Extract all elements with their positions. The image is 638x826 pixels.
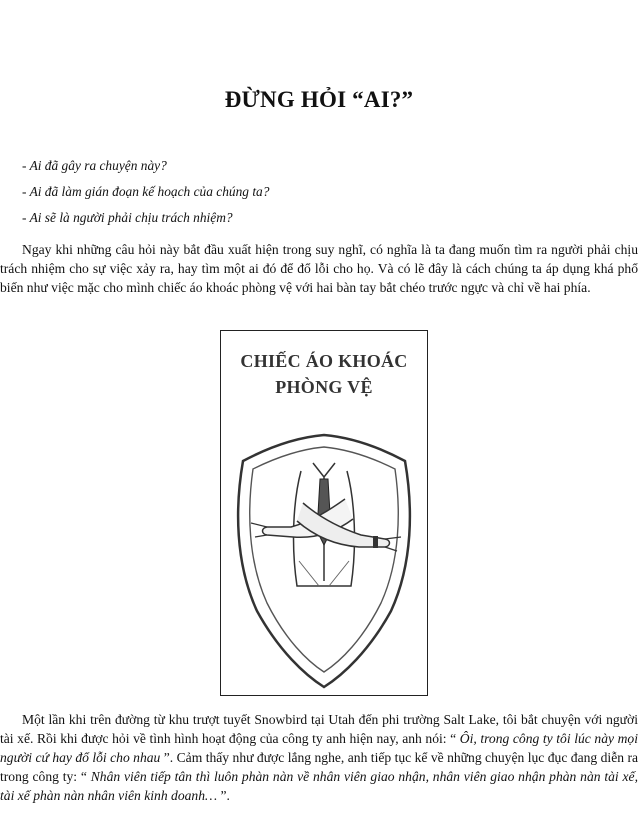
driver-quote: Ôi, trong công ty tôi lúc này mọi người cứ hay đổ lỗi cho nhau — [0, 731, 638, 765]
page-title: ĐỪNG HỎI “AI?” — [224, 87, 414, 112]
story-text-1: Một lần khi trên đường từ khu trượt tuyết Snowbird tại Utah đến phi trường Salt Lake, tôi bắt chuyện với người tài xế. Rồi khi được hỏi về tình hình hoạt động của công ty anh hiện nay, anh nói: “ — [0, 712, 638, 746]
question-item: - Ai đã gây ra chuyện này? — [22, 158, 167, 173]
shield-crossed-arms-icon — [221, 331, 427, 695]
story-text-3: ”. — [217, 788, 230, 803]
question-list — [22, 153, 269, 231]
paragraph-intro-text: Ngay khi những câu hỏi này bắt đầu xuất hiện trong suy nghĩ, có nghĩa là ta đang muốn tìm ra người phải chịu trách nhiệm cho sự việc xảy ra, hay tìm một ai đó để đổ lỗi cho họ. Và có lẽ đây là cách chúng ta áp dụng khá phổ biến như việc mặc cho mình chiếc áo khoác phòng vệ với hai bàn tay bắt chéo trước ngực và chỉ về hai phía. — [0, 242, 638, 295]
figure-title-line1: CHIẾC ÁO KHOÁC — [240, 351, 408, 371]
story-text-2: ”. Cảm thấy như được lắng nghe, anh tiếp tục kể về những chuyện lục đục đang diễn ra trong công ty: “ — [0, 750, 638, 784]
driver-complaint-quote: Nhân viên tiếp tân thì luôn phàn nàn về nhân viên giao nhận, nhân viên giao nhận phàn nàn tài xế, tài xế phàn nàn nhân viên kinh doanh… — [0, 769, 638, 803]
figure-defensive-jacket — [220, 330, 428, 696]
question-item: - Ai đã làm gián đoạn kế hoạch của chúng ta? — [22, 184, 270, 199]
paragraph-intro — [0, 240, 638, 297]
question-item: - Ai sẽ là người phải chịu trách nhiệm? — [22, 210, 233, 225]
figure-title-line2: PHÒNG VỆ — [275, 377, 373, 397]
paragraph-story — [0, 710, 638, 805]
watch — [373, 536, 378, 548]
